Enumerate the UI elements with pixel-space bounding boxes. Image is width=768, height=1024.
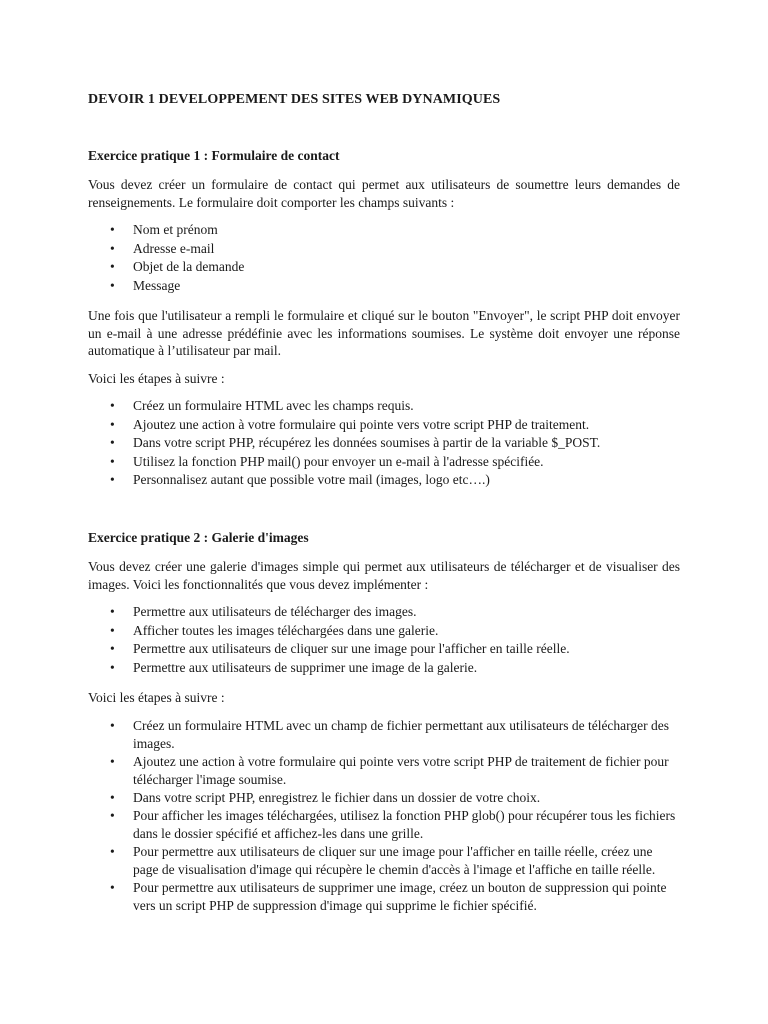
list-item: • Message xyxy=(88,277,680,296)
list-item: • Permettre aux utilisateurs de télécharger des images. xyxy=(88,603,680,622)
exercise-2-features-list xyxy=(88,603,680,677)
list-item: • Nom et prénom xyxy=(88,221,680,240)
list-item: • Permettre aux utilisateurs de supprimer une image de la galerie. xyxy=(88,659,680,678)
exercise-2-section xyxy=(88,530,680,927)
bullet-icon: • xyxy=(110,453,115,469)
bullet-icon: • xyxy=(110,398,115,413)
list-item: • Afficher toutes les images téléchargées dans une galerie. xyxy=(88,622,680,641)
bullet-icon: • xyxy=(110,277,115,293)
bullet-icon: • xyxy=(110,259,115,274)
list-item: • Pour permettre aux utilisateurs de cliquer sur une image pour l'afficher en taille réelle, créez une page de visualisation d'image qui récupère le chemin d'accès à l'image et l'affiche en taille réelle. xyxy=(110,843,656,877)
bullet-icon: • xyxy=(110,641,115,656)
exercise-1-description: Une fois que l'utilisateur a rempli le formulaire et cliqué sur le bouton "Envoyer", le script PHP doit envoyer un e-mail à une adresse prédéfinie avec les informations soumises. Le système doit envoyer une réponse automatique à l’utilisateur par mail. xyxy=(88,308,680,358)
list-item: • Dans votre script PHP, récupérez les données soumises à partir de la variable $_POST. xyxy=(88,434,680,453)
exercise-1-heading: Exercice pratique 1 : Formulaire de contact xyxy=(88,148,340,163)
bullet-icon: • xyxy=(110,659,115,675)
exercise-2-intro: Vous devez créer une galerie d'images simple qui permet aux utilisateurs de télécharger et de visualiser des images. Voici les fonctionnalités que vous devez implémenter : xyxy=(88,559,680,592)
list-item: • Pour permettre aux utilisateurs de supprimer une image, créez un bouton de suppression qui pointe vers un script PHP de suppression d'image qui supprime le fichier spécifié. xyxy=(110,879,667,913)
exercise-2-heading: Exercice pratique 2 : Galerie d'images xyxy=(88,530,309,545)
bullet-icon: • xyxy=(110,622,115,638)
list-item: • Personnalisez autant que possible votre mail (images, logo etc….) xyxy=(88,471,680,490)
exercise-1-fields-list xyxy=(88,221,680,295)
bullet-icon: • xyxy=(110,753,115,769)
bullet-icon: • xyxy=(110,435,115,450)
bullet-icon: • xyxy=(110,604,115,619)
bullet-icon: • xyxy=(110,843,115,859)
bullet-icon: • xyxy=(110,879,115,895)
bullet-icon: • xyxy=(110,807,115,823)
list-item: • Dans votre script PHP, enregistrez le fichier dans un dossier de votre choix. xyxy=(110,789,541,805)
bullet-icon: • xyxy=(110,240,115,256)
list-item: • Utilisez la fonction PHP mail() pour envoyer un e-mail à l'adresse spécifiée. xyxy=(88,453,680,472)
bullet-icon: • xyxy=(110,472,115,487)
list-item: • Objet de la demande xyxy=(88,258,680,277)
list-item: • Adresse e-mail xyxy=(88,240,680,259)
exercise-1-steps-label: Voici les étapes à suivre : xyxy=(88,370,225,386)
list-item: • Ajoutez une action à votre formulaire qui pointe vers votre script PHP de traitement. xyxy=(88,416,680,435)
bullet-icon: • xyxy=(110,222,115,237)
list-item: • Créez un formulaire HTML avec les champs requis. xyxy=(88,397,680,416)
exercise-2-steps-label: Voici les étapes à suivre : xyxy=(88,690,225,705)
document-title: DEVOIR 1 DEVELOPPEMENT DES SITES WEB DYNAMIQUES xyxy=(88,92,501,107)
exercise-2-steps-list xyxy=(88,717,680,915)
list-item: • Créez un formulaire HTML avec un champ de fichier permettant aux utilisateurs de télécharger des images. xyxy=(110,717,670,751)
exercise-1-intro: Vous devez créer un formulaire de contact qui permet aux utilisateurs de soumettre leurs demandes de renseignements. Le formulaire doit comporter les champs suivants : xyxy=(88,177,680,210)
list-item: • Permettre aux utilisateurs de cliquer sur une image pour l'afficher en taille réelle. xyxy=(88,640,680,659)
bullet-icon: • xyxy=(110,717,115,733)
bullet-icon: • xyxy=(110,416,115,432)
exercise-1-steps-list xyxy=(88,397,680,490)
exercise-1-section xyxy=(88,148,680,502)
bullet-icon: • xyxy=(110,789,115,805)
list-item: • Ajoutez une action à votre formulaire qui pointe vers votre script PHP de traitement de fichier pour télécharger l'image soumise. xyxy=(110,753,669,787)
list-item: • Pour afficher les images téléchargées, utilisez la fonction PHP glob() pour récupérer tous les fichiers dans le dossier spécifié et affichez-les dans une grille. xyxy=(110,807,676,841)
